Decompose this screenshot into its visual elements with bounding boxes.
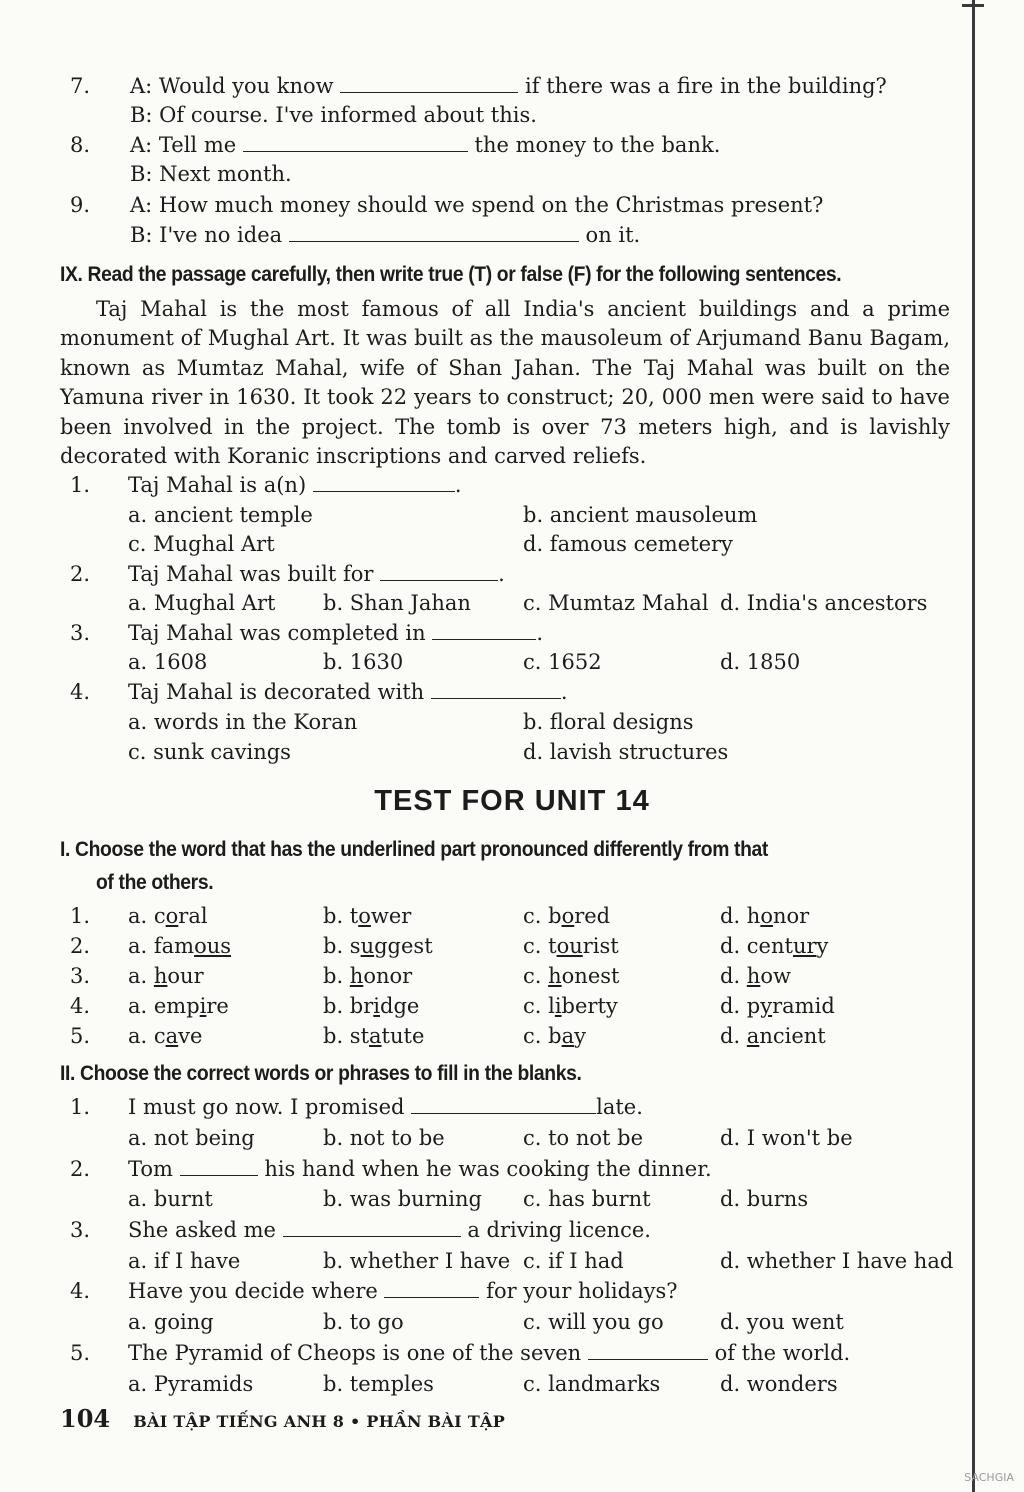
list-item-answer: B: Next month. xyxy=(130,162,292,186)
answer-option: a. Pyramids xyxy=(128,1372,254,1396)
answer-option: d. whether I have had xyxy=(720,1249,954,1273)
page-number: 104 xyxy=(60,1404,111,1433)
answer-option: b. Shan Jahan xyxy=(323,591,471,615)
answer-option: a. going xyxy=(128,1310,214,1334)
section-i-heading: I. Choose the word that has the underlined part pronounced differently from that xyxy=(60,838,768,861)
answer-option: b. 1630 xyxy=(323,650,404,674)
reading-passage: Taj Mahal is the most famous of all India's ancient buildings and a prime monument of Mughal Art. It was built as the mausoleum of Arjumand Banu Bagam, known as Mumtaz Mahal, wife of Shan Jahan. The Taj Mahal was built on the Yamuna river in 1630. It took 22 years to construct; 20, 000 men were said to have been involved in the project. The tomb is over 73 meters high, and is lavishly decorated with Koranic inscriptions and carved reliefs. xyxy=(60,297,950,469)
section-i-heading-cont: of the others. xyxy=(96,871,214,894)
list-item-answer: B: Of course. I've informed about this. xyxy=(130,103,537,127)
answer-option: b. temples xyxy=(323,1372,434,1396)
answer-option: d. burns xyxy=(720,1187,809,1211)
answer-option: c. landmarks xyxy=(523,1372,661,1396)
answer-option: a. 1608 xyxy=(128,650,208,674)
word-option: a. coral xyxy=(128,904,208,928)
answer-option: b. to go xyxy=(323,1310,404,1334)
answer-option: c. Mumtaz Mahal xyxy=(523,591,709,615)
answer-option: a. if I have xyxy=(128,1249,241,1273)
answer-option: c. sunk cavings xyxy=(128,740,291,764)
word-option: b. bridge xyxy=(323,994,420,1018)
word-option: a. famous xyxy=(128,934,232,958)
answer-option: a. Mughal Art xyxy=(128,591,276,615)
answer-option: c. will you go xyxy=(523,1310,664,1334)
answer-option: d. wonders xyxy=(720,1372,838,1396)
answer-option: b. floral designs xyxy=(523,710,694,734)
answer-option: c. Mughal Art xyxy=(128,532,275,556)
answer-option: c. if I had xyxy=(523,1249,624,1273)
word-option: b. tower xyxy=(323,904,412,928)
answer-option: a. words in the Koran xyxy=(128,710,358,734)
page-edge-mark xyxy=(962,4,984,7)
word-option: c. tourist xyxy=(523,934,619,958)
word-option: a. cave xyxy=(128,1024,203,1048)
word-option: b. statute xyxy=(323,1024,425,1048)
answer-option: d. you went xyxy=(720,1310,844,1334)
word-option: c. liberty xyxy=(523,994,618,1018)
section-ii-heading: II. Choose the correct words or phrases to fill in the blanks. xyxy=(60,1062,582,1085)
answer-option: b. whether I have xyxy=(323,1249,511,1273)
test-title: TEST FOR UNIT 14 xyxy=(374,785,650,817)
word-option: c. honest xyxy=(523,964,620,988)
answer-option: d. I won't be xyxy=(720,1126,853,1150)
answer-option: c. to not be xyxy=(523,1126,644,1150)
page-edge-line xyxy=(972,0,975,1492)
word-option: d. how xyxy=(720,964,791,988)
word-option: b. honor xyxy=(323,964,413,988)
word-option: b. suggest xyxy=(323,934,433,958)
answer-option: d. famous cemetery xyxy=(523,532,733,556)
answer-option: c. has burnt xyxy=(523,1187,651,1211)
answer-option: d. India's ancestors xyxy=(720,591,928,615)
section-ix-heading: IX. Read the passage carefully, then write true (T) or false (F) for the following sentences. xyxy=(60,263,842,286)
word-option: d. pyramid xyxy=(720,994,835,1018)
word-option: c. bored xyxy=(523,904,611,928)
answer-option: d. lavish structures xyxy=(523,740,729,764)
word-option: a. hour xyxy=(128,964,204,988)
answer-option: c. 1652 xyxy=(523,650,602,674)
answer-option: b. not to be xyxy=(323,1126,445,1150)
answer-option: b. was burning xyxy=(323,1187,482,1211)
answer-option: a. not being xyxy=(128,1126,255,1150)
list-item-answer: B: I've no idea on it. xyxy=(130,223,641,247)
answer-option: d. 1850 xyxy=(720,650,801,674)
answer-option: a. ancient temple xyxy=(128,503,313,527)
watermark: SACHGIA xyxy=(964,1471,1014,1484)
page-footer xyxy=(60,1404,505,1433)
word-option: d. honor xyxy=(720,904,810,928)
word-option: c. bay xyxy=(523,1024,586,1048)
answer-option: a. burnt xyxy=(128,1187,213,1211)
word-option: a. empire xyxy=(128,994,229,1018)
book-title: BÀI TẬP TIẾNG ANH 8 • PHẦN BÀI TẬP xyxy=(133,1412,506,1431)
word-option: d. ancient xyxy=(720,1024,826,1048)
word-option: d. century xyxy=(720,934,829,958)
answer-option: b. ancient mausoleum xyxy=(523,503,758,527)
